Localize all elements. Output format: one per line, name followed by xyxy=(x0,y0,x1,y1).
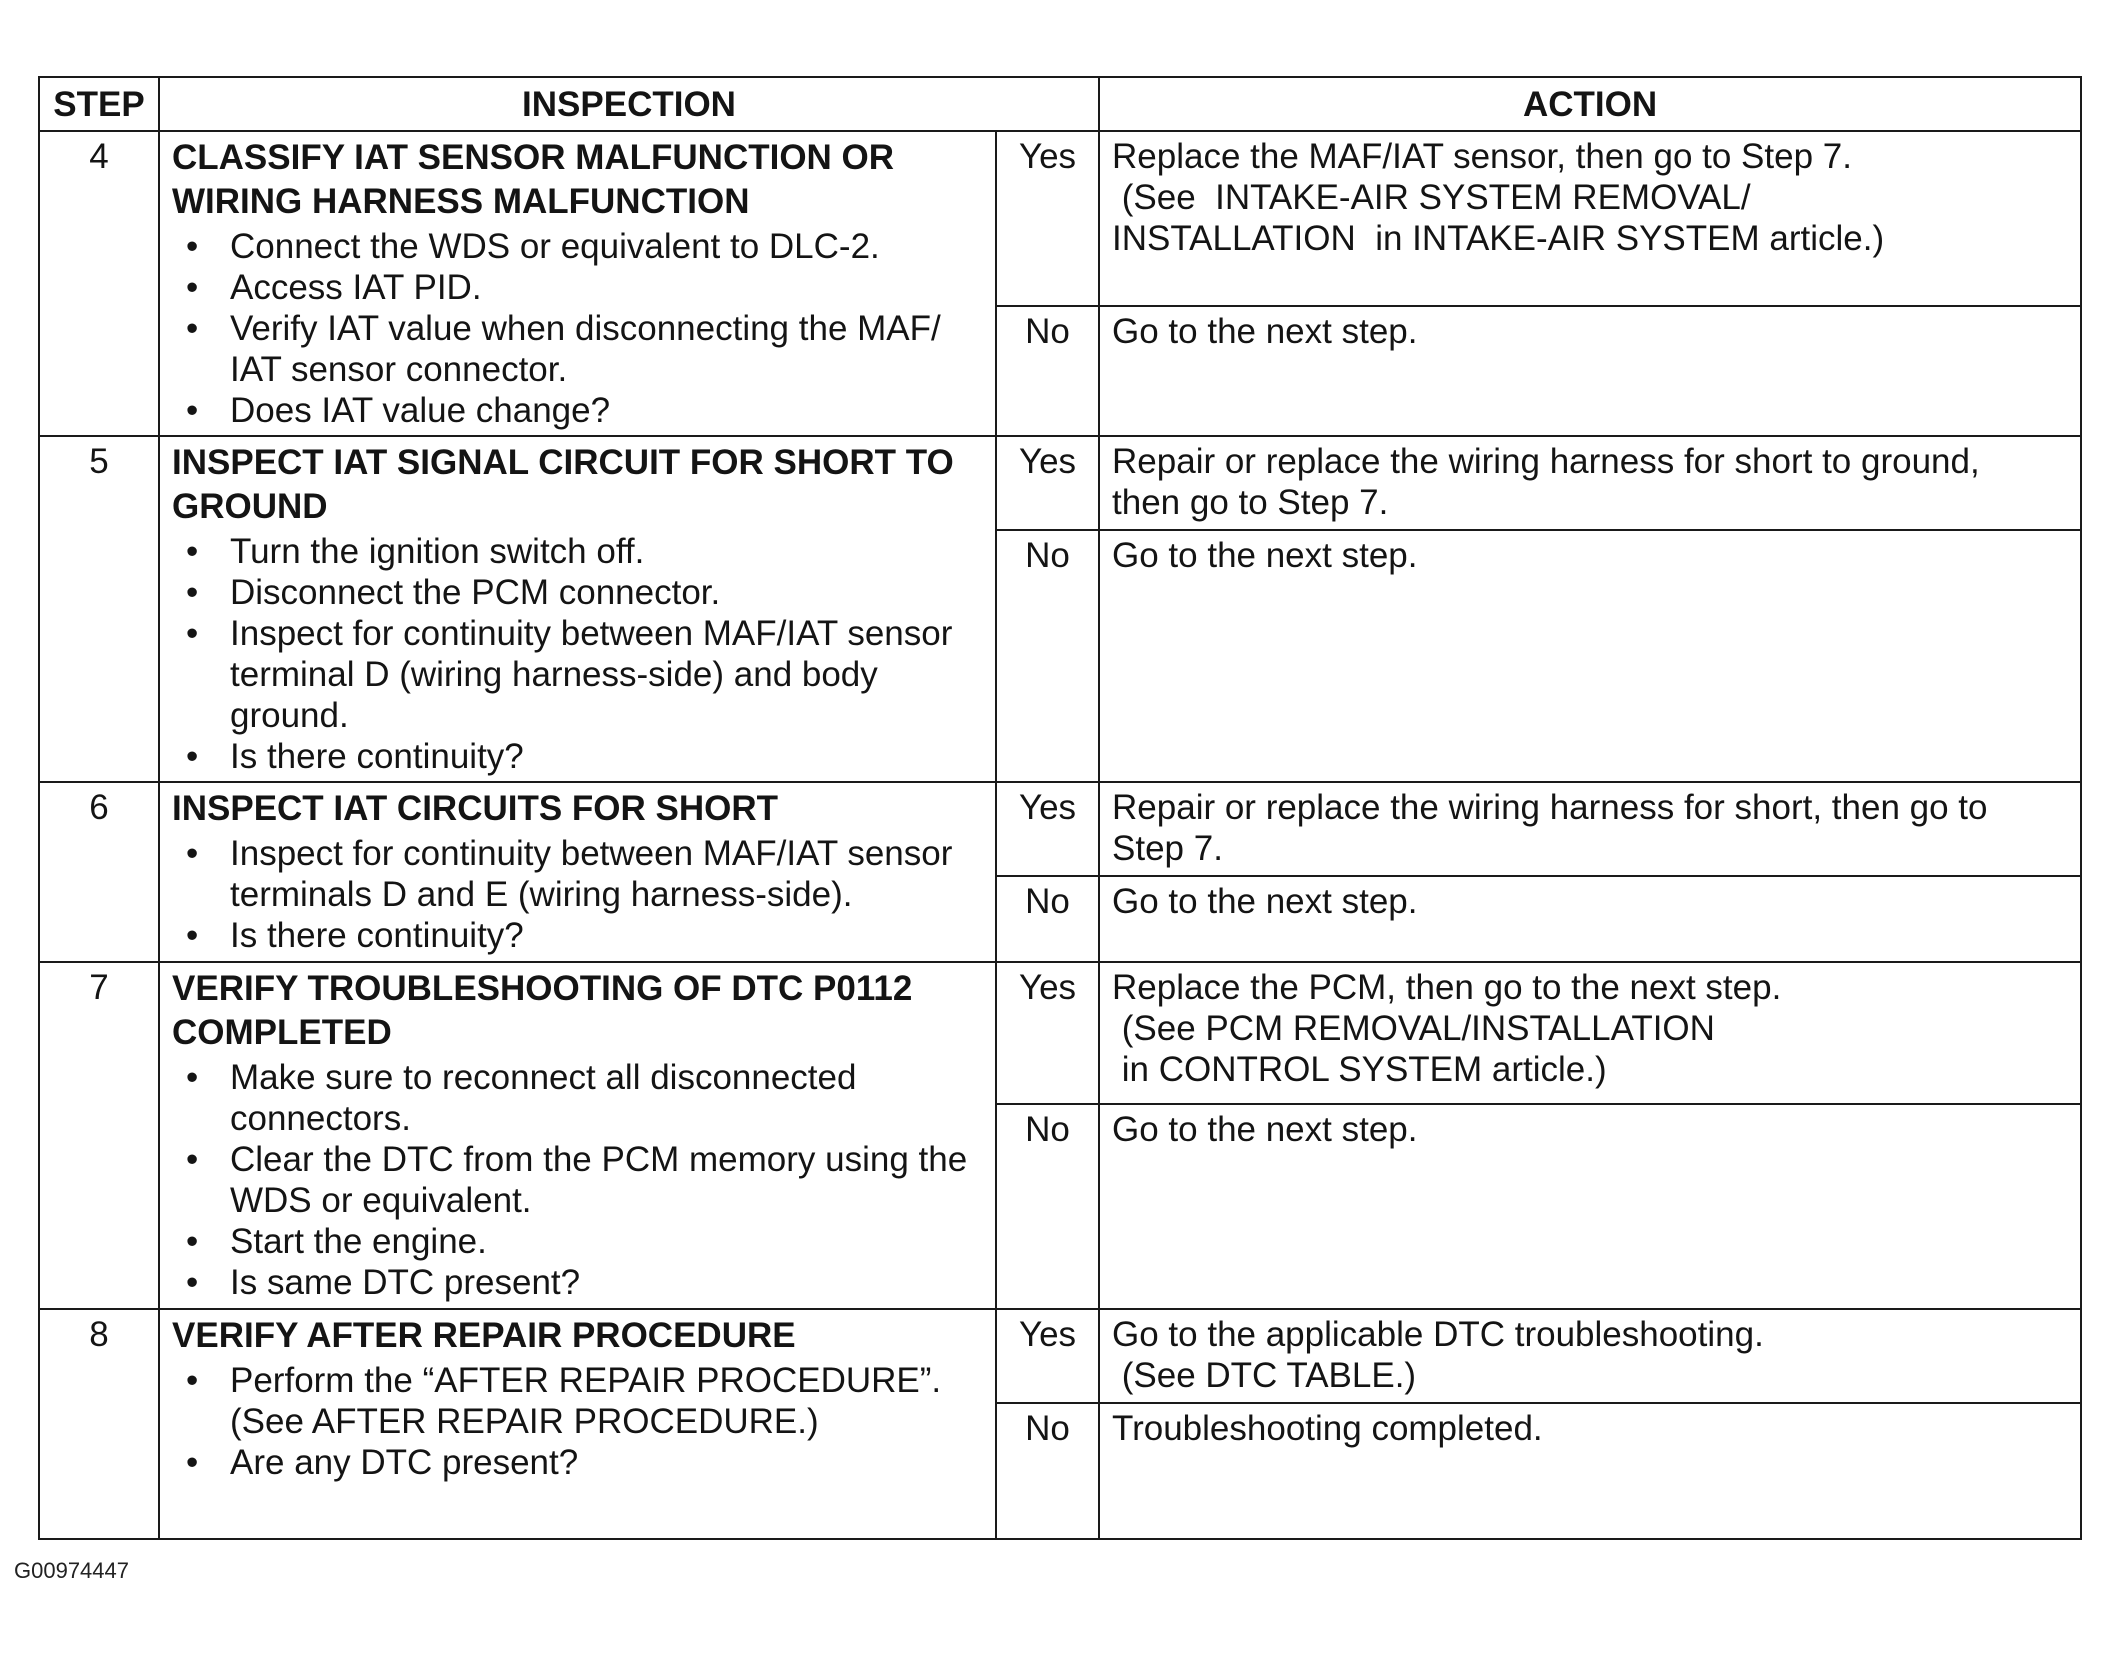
yes-label: Yes xyxy=(996,436,1099,530)
table-row xyxy=(39,131,2081,306)
inspection-cell xyxy=(159,131,996,436)
list-item xyxy=(172,308,985,390)
action-line: Go to the applicable DTC troubleshooting. xyxy=(1112,1315,1764,1354)
figure-code: G00974447 xyxy=(14,1558,129,1583)
bullet-icon: • xyxy=(186,834,199,873)
bullet-icon: • xyxy=(186,1361,199,1400)
no-action xyxy=(1099,530,2081,782)
list-item-text: Is there continuity? xyxy=(230,916,524,955)
yes-action xyxy=(1099,1309,2081,1403)
action-line: Go to the next step. xyxy=(1112,1110,1418,1149)
bullet-icon: • xyxy=(186,309,199,348)
table-row xyxy=(39,1309,2081,1403)
header-action: ACTION xyxy=(1099,77,2081,131)
list-item xyxy=(172,1442,985,1483)
list-item xyxy=(172,1057,985,1139)
list-item xyxy=(172,390,985,431)
inspection-cell xyxy=(159,962,996,1309)
yes-action xyxy=(1099,436,2081,530)
action-line: Repair or replace the wiring harness for short, then go to xyxy=(1112,788,1988,827)
list-item-text: Is there continuity? xyxy=(230,737,524,776)
inspection-cell xyxy=(159,436,996,782)
inspection-title: CLASSIFY IAT SENSOR MALFUNCTION OR WIRING HARNESS MALFUNCTION xyxy=(172,138,895,221)
list-item-text: Are any DTC present? xyxy=(230,1443,579,1482)
yes-label: Yes xyxy=(996,962,1099,1104)
list-item xyxy=(172,267,985,308)
bullet-icon: • xyxy=(186,1058,199,1097)
step-number: 8 xyxy=(39,1309,159,1539)
list-item-text: Disconnect the PCM connector. xyxy=(230,573,721,612)
table-row xyxy=(39,436,2081,530)
action-line: Repair or replace the wiring harness for short to ground, xyxy=(1112,442,1980,481)
step-number: 5 xyxy=(39,436,159,782)
list-item xyxy=(172,226,985,267)
inspection-bullets xyxy=(172,1360,985,1483)
table-row xyxy=(39,782,2081,876)
bullet-icon: • xyxy=(186,916,199,955)
no-label: No xyxy=(996,530,1099,782)
list-item xyxy=(172,736,985,777)
list-item-text: Verify IAT value when disconnecting the MAF/ IAT sensor connector. xyxy=(230,309,941,389)
list-item-text: Clear the DTC from the PCM memory using the WDS or equivalent. xyxy=(230,1140,968,1220)
inspection-bullets xyxy=(172,833,985,956)
inspection-title: VERIFY TROUBLESHOOTING OF DTC P0112 COMPLETED xyxy=(172,969,913,1052)
bullet-icon: • xyxy=(186,1443,199,1482)
step-number: 6 xyxy=(39,782,159,962)
table-row xyxy=(39,962,2081,1104)
list-item-text: Is same DTC present? xyxy=(230,1263,581,1302)
step-number: 7 xyxy=(39,962,159,1309)
step-row-5 xyxy=(39,436,2081,782)
no-action xyxy=(1099,876,2081,962)
action-line: (See DTC TABLE.) xyxy=(1112,1356,1417,1395)
yes-label: Yes xyxy=(996,782,1099,876)
list-item-text: Turn the ignition switch off. xyxy=(230,532,645,571)
action-line: Replace the MAF/IAT sensor, then go to Step 7. xyxy=(1112,137,1852,176)
inspection-cell xyxy=(159,782,996,962)
inspection-title: VERIFY AFTER REPAIR PROCEDURE xyxy=(172,1316,796,1355)
list-item-text: Access IAT PID. xyxy=(230,268,482,307)
bullet-icon: • xyxy=(186,268,199,307)
action-line: then go to Step 7. xyxy=(1112,483,1389,522)
bullet-icon: • xyxy=(186,391,199,430)
bullet-icon: • xyxy=(186,1263,199,1302)
diagnostic-table xyxy=(38,76,2082,1540)
step-row-7 xyxy=(39,962,2081,1309)
inspection-bullets xyxy=(172,226,985,431)
list-item xyxy=(172,613,985,736)
list-item-text: Perform the “AFTER REPAIR PROCEDURE”. (See AFTER REPAIR PROCEDURE.) xyxy=(230,1361,942,1441)
inspection-bullets xyxy=(172,1057,985,1303)
list-item-text: Inspect for continuity between MAF/IAT sensor terminal D (wiring harness-side) and body ground. xyxy=(230,614,953,735)
action-line: Go to the next step. xyxy=(1112,882,1418,921)
action-line: Go to the next step. xyxy=(1112,536,1418,575)
list-item xyxy=(172,531,985,572)
list-item xyxy=(172,1360,985,1442)
yes-label: Yes xyxy=(996,1309,1099,1403)
list-item xyxy=(172,1221,985,1262)
action-line: INSTALLATION in INTAKE-AIR SYSTEM article.) xyxy=(1112,219,1885,258)
yes-action xyxy=(1099,962,2081,1104)
list-item xyxy=(172,1262,985,1303)
list-item-text: Start the engine. xyxy=(230,1222,487,1261)
step-row-6 xyxy=(39,782,2081,962)
no-label: No xyxy=(996,1403,1099,1539)
list-item-text: Does IAT value change? xyxy=(230,391,611,430)
step-row-4 xyxy=(39,131,2081,436)
list-item xyxy=(172,572,985,613)
bullet-icon: • xyxy=(186,737,199,776)
no-label: No xyxy=(996,1104,1099,1309)
bullet-icon: • xyxy=(186,1140,199,1179)
list-item xyxy=(172,1139,985,1221)
action-line: Troubleshooting completed. xyxy=(1112,1409,1543,1448)
bullet-icon: • xyxy=(186,532,199,571)
bullet-icon: • xyxy=(186,614,199,653)
inspection-title: INSPECT IAT SIGNAL CIRCUIT FOR SHORT TO GROUND xyxy=(172,443,954,526)
action-line: in CONTROL SYSTEM article.) xyxy=(1112,1050,1607,1089)
table-header-row xyxy=(39,77,2081,131)
no-action xyxy=(1099,1104,2081,1309)
inspection-bullets xyxy=(172,531,985,777)
action-line: (See INTAKE-AIR SYSTEM REMOVAL/ xyxy=(1112,178,1751,217)
list-item-text: Inspect for continuity between MAF/IAT sensor terminals D and E (wiring harness-side). xyxy=(230,834,953,914)
bullet-icon: • xyxy=(186,227,199,266)
no-label: No xyxy=(996,306,1099,436)
no-label: No xyxy=(996,876,1099,962)
action-line: Step 7. xyxy=(1112,829,1223,868)
header-step: STEP xyxy=(39,77,159,131)
yes-label: Yes xyxy=(996,131,1099,306)
bullet-icon: • xyxy=(186,573,199,612)
list-item xyxy=(172,915,985,956)
list-item-text: Make sure to reconnect all disconnected connectors. xyxy=(230,1058,857,1138)
action-line: Go to the next step. xyxy=(1112,312,1418,351)
list-item xyxy=(172,833,985,915)
inspection-cell xyxy=(159,1309,996,1539)
yes-action xyxy=(1099,782,2081,876)
no-action xyxy=(1099,1403,2081,1539)
action-line: Replace the PCM, then go to the next step. xyxy=(1112,968,1782,1007)
inspection-title: INSPECT IAT CIRCUITS FOR SHORT xyxy=(172,789,779,828)
header-inspection: INSPECTION xyxy=(159,77,1099,131)
step-row-8 xyxy=(39,1309,2081,1539)
list-item-text: Connect the WDS or equivalent to DLC-2. xyxy=(230,227,880,266)
no-action xyxy=(1099,306,2081,436)
action-line: (See PCM REMOVAL/INSTALLATION xyxy=(1112,1009,1715,1048)
step-number: 4 xyxy=(39,131,159,436)
yes-action xyxy=(1099,131,2081,306)
bullet-icon: • xyxy=(186,1222,199,1261)
